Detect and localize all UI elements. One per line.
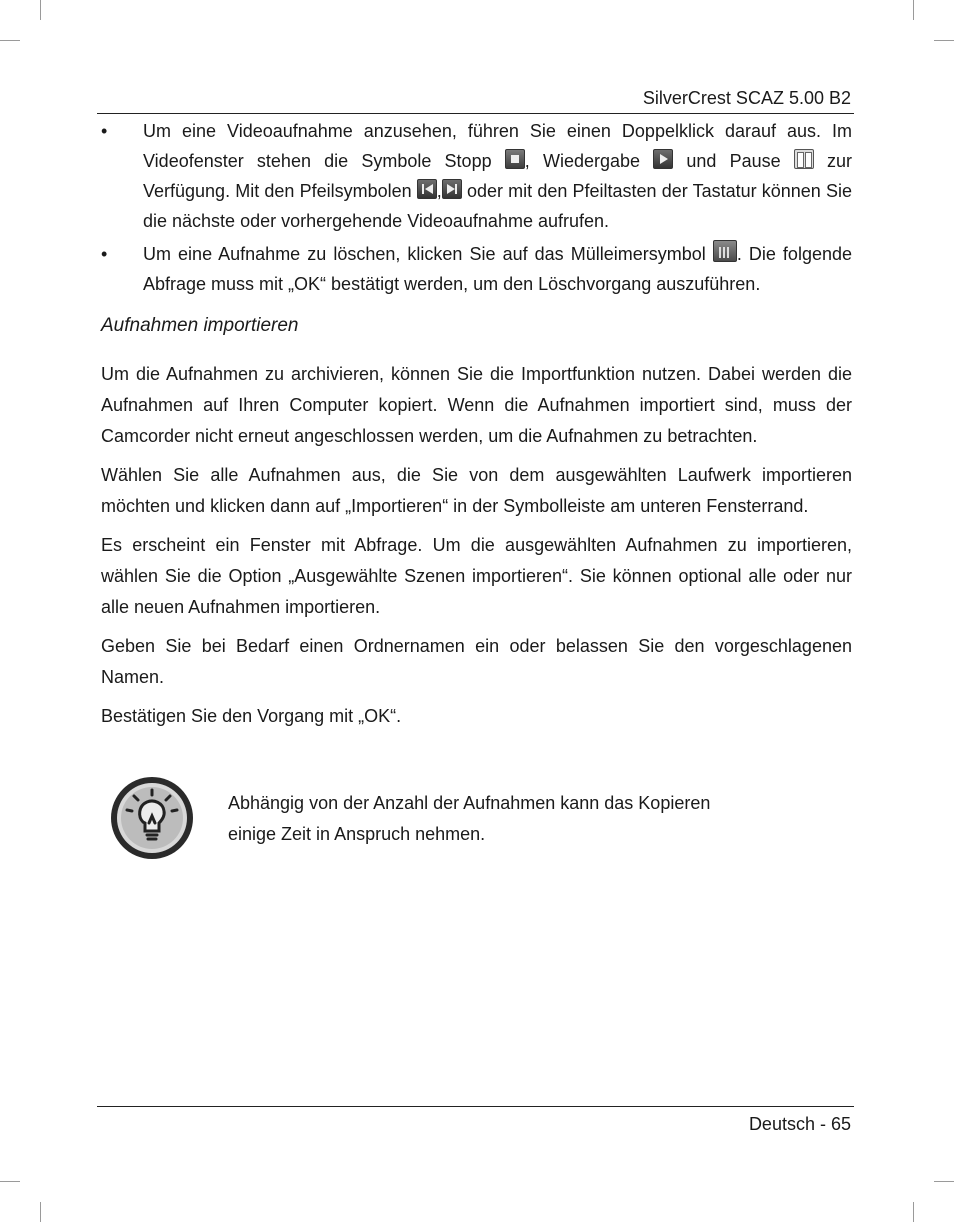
crop-mark <box>0 1181 20 1182</box>
bullet-text: . Die folgende Abfrage muss mit „OK“ bestätigt werden, um den Löschvorgang auszuführen. <box>143 244 852 294</box>
paragraph: Es erscheint ein Fenster mit Abfrage. Um die ausgewählten Aufnahmen zu importieren, wählen Sie die Option „Ausgewählte Szenen importieren“. Sie können optional alle oder nur alle neuen Aufnahmen importieren. <box>101 535 852 617</box>
trash-icon <box>713 240 737 262</box>
bullet-list <box>101 116 852 299</box>
play-icon <box>653 149 673 169</box>
paragraph: Geben Sie bei Bedarf einen Ordnernamen ein oder belassen Sie den vorgeschlagenen Namen. <box>101 636 852 687</box>
tip-line: einige Zeit in Anspruch nehmen. <box>228 824 486 844</box>
tip-text <box>228 788 768 850</box>
page-content <box>101 116 852 740</box>
bullet-text: Um eine Aufnahme zu löschen, klicken Sie auf das Mülleimersymbol <box>143 244 713 264</box>
bullet-text: oder mit den Pfeiltasten der Tastatur können Sie die nächste oder vorhergehende Videoaufnahme aufrufen. <box>143 181 852 231</box>
bullet-text: Um eine Videoaufnahme anzusehen, führen Sie einen Doppelklick darauf aus. Im Videofenster stehen die Symbole Stopp <box>143 121 852 171</box>
next-icon <box>442 179 462 199</box>
bullet-text: , <box>436 181 442 201</box>
crop-mark <box>913 0 914 20</box>
crop-mark <box>913 1202 914 1222</box>
bullet-text: , Wiedergabe <box>524 151 654 171</box>
paragraph: Wählen Sie alle Aufnahmen aus, die Sie von dem ausgewählten Laufwerk importieren möchten und klicken dann auf „Importieren“ in der Symbolleiste am unteren Fensterrand. <box>101 465 852 516</box>
page-number: Deutsch - 65 <box>748 1114 851 1134</box>
crop-mark <box>40 0 41 20</box>
paragraph: Um die Aufnahmen zu archivieren, können Sie die Importfunktion nutzen. Dabei werden die Aufnahmen auf Ihren Computer kopiert. Wenn die Aufnahmen importiert sind, muss der Camcorder nicht erneut angeschlossen werden, um die Aufnahmen zu betrachten. <box>101 364 852 446</box>
paragraph: Bestätigen Sie den Vorgang mit „OK“. <box>101 706 402 726</box>
stop-icon <box>505 149 525 169</box>
page-header-title: SilverCrest SCAZ 5.00 B2 <box>642 88 851 108</box>
bullet-item-view-recording <box>101 116 852 236</box>
footer-rule <box>97 1106 854 1107</box>
crop-mark <box>934 1181 954 1182</box>
bullet-item-delete-recording <box>101 239 852 299</box>
lightbulb-icon <box>110 776 194 860</box>
crop-mark <box>934 40 954 41</box>
bullet-text: und Pause <box>673 151 794 171</box>
crop-mark <box>40 1202 41 1222</box>
bullet-text: zur Verfügung. Mit den Pfeilsymbolen <box>143 151 852 201</box>
header-rule <box>97 113 854 114</box>
pause-icon <box>794 149 814 169</box>
section-title: Aufnahmen importieren <box>101 315 299 336</box>
tip-line: Abhängig von der Anzahl der Aufnahmen kann das Kopieren <box>228 793 711 813</box>
crop-mark <box>0 40 20 41</box>
previous-icon <box>417 179 437 199</box>
